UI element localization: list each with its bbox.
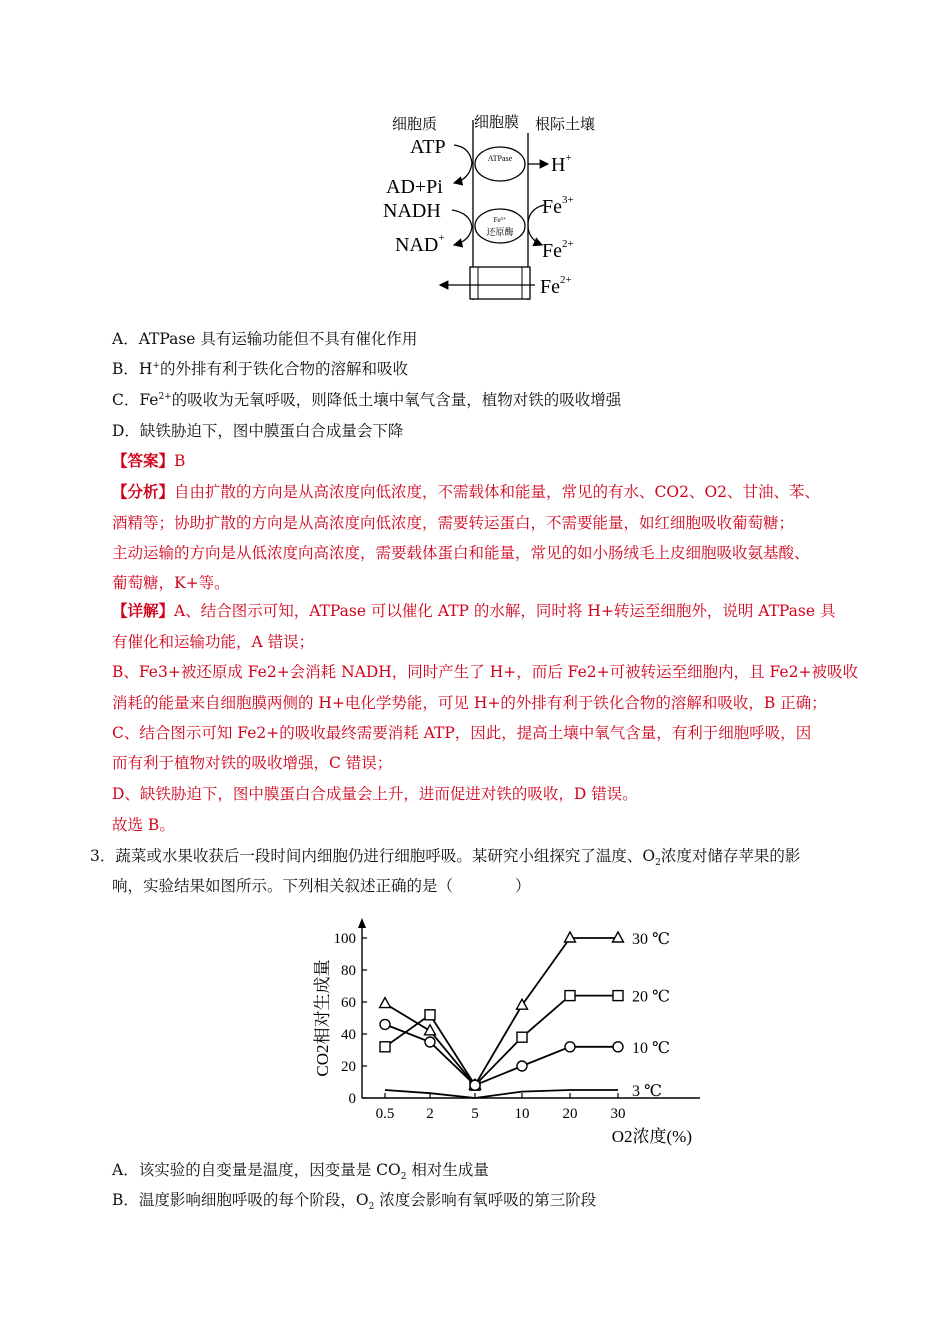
co2-line-chart [300,918,700,1148]
q3-stem-line-1: 3．蔬菜或水果收获后一段时间内细胞仍进行细胞呼吸。某研究小组探究了温度、$O_2$浓度对储存苹果的影 [90,847,801,869]
detail-line-6: 而有利于植物对铁的吸收增强，C 错误； [112,754,393,772]
analysis-line-1: 【分析】自由扩散的方向是从高浓度向低浓度，不需载体和能量，常见的有水、CO2、O2、甘油、苯、 [112,482,821,501]
detail-line-7: D、缺铁胁迫下，图中膜蛋白合成量会上升，进而促进对铁的吸收，D 错误。 [112,785,638,803]
enzyme-label-bottom: 还原酶 [486,227,514,237]
y-axis-arrow [358,918,366,928]
answer-line: 【答案】B [112,451,186,470]
fe3-label: $Fe^{3+}$ [542,194,574,218]
atp-hydrolysis-arrow [454,145,472,183]
nadh-label: NADH [383,200,441,222]
atp-label: ATP [410,136,446,158]
fe3-reductase-protein [475,209,525,243]
detail-line-5: C、结合图示可知 Fe2+的吸收最终需要消耗 ATP，因此，提高土壤中氧气含量，有利于细胞呼吸，因 [112,724,812,742]
membrane-transport-diagram [370,105,620,305]
detail-line-3: B、Fe3+被还原成 Fe2+会消耗 NADH，同时产生了 H+，而后 Fe2+可被转运至细胞内，且 Fe2+被吸收 [112,663,858,681]
series-line [385,1090,618,1098]
x-tick-label: 5 [471,1106,479,1122]
fe2-label: $Fe^{2+}$ [542,238,574,262]
analysis-line-3: 主动运输的方向是从低浓度向高浓度，需要载体蛋白和能量，常见的如小肠绒毛上皮细胞吸收氨基酸、 [112,544,810,562]
y-tick-label: 60 [341,995,356,1011]
data-point-circle [613,1042,623,1052]
q2-option-c: C．$Fe^{2+}$的吸收为无氧呼吸，则降低土壤中氧气含量，植物对铁的吸收增强 [112,391,622,409]
x-tick-label: 0.5 [375,1106,395,1122]
series-line [385,938,618,1085]
nadh-oxidation-arrow [452,210,472,245]
data-point-circle [425,1037,435,1047]
detail-line-1: 【详解】A、结合图示可知，ATPase 可以催化 ATP 的水解，同时将 H+转运至细胞外，说明 ATPase 具 [112,601,836,620]
x-axis-label: O2浓度(%) [611,1127,692,1146]
adp-pi-label: AD+Pi [386,176,443,198]
y-tick-label: 20 [341,1059,356,1075]
fe2-soil-label: $Fe^{2+}$ [540,274,572,298]
data-point-triangle [565,932,576,942]
enzyme-label-top: Fe³⁺ [493,216,507,224]
data-point-circle [565,1042,575,1052]
data-point-square [565,991,575,1001]
data-point-square [517,1032,527,1042]
q2-option-d: D．缺铁胁迫下，图中膜蛋白合成量会下降 [112,422,404,440]
h-ion-label: H+ [551,152,572,176]
data-point-triangle [425,1025,436,1035]
atpase-label: ATPase [487,154,513,163]
detail-line-4: 消耗的能量来自细胞膜两侧的 H+电化学势能，可见 H+的外排有利于铁化合物的溶解和吸收，B 正确； [112,694,827,712]
series-line [385,1024,618,1085]
data-point-circle [470,1080,480,1090]
conclusion-line: 故选 B。 [112,816,175,834]
soil-label: 根际土壤 [535,117,596,133]
y-tick-label: 0 [348,1091,356,1107]
data-point-square [380,1042,390,1052]
x-tick-label: 30 [610,1106,626,1122]
analysis-line-4: 葡萄糖，K+等。 [112,574,230,592]
x-tick-label: 2 [426,1106,434,1122]
data-point-triangle [613,932,624,942]
q3-option-b: B．温度影响细胞呼吸的每个阶段，$O_2$ 浓度会影响有氧呼吸的第三阶段 [112,1191,597,1213]
data-point-circle [380,1019,390,1029]
detail-line-2: 有催化和运输功能，A 错误； [112,633,315,651]
series-label: 30 ℃ [632,931,670,948]
y-tick-label: 100 [333,931,356,947]
y-axis-label: CO2相对生成量 [313,959,332,1077]
y-tick-label: 40 [341,1027,356,1043]
q3-stem-line-2: 响，实验结果如图所示。下列相关叙述正确的是（ ） [112,877,531,895]
analysis-line-2: 酒精等；协助扩散的方向是从高浓度向低浓度，需要转运蛋白，不需要能量，如红细胞吸收葡萄糖； [112,514,795,532]
nad-label: NAD+ [395,232,445,256]
x-tick-label: 20 [562,1106,578,1122]
atpase-protein [475,147,525,181]
series-label: 10 ℃ [632,1039,670,1057]
data-point-circle [517,1061,527,1071]
q3-option-a: A．该实验的自变量是温度，因变量是 $CO_2$ 相对生成量 [112,1161,489,1183]
q2-option-b: B．H+的外排有利于铁化合物的溶解和吸收 [112,360,408,378]
series-label: 3 ℃ [632,1083,662,1100]
series-label: 20 ℃ [632,988,670,1006]
data-point-square [613,991,623,1001]
x-tick-label: 10 [514,1106,530,1122]
data-point-triangle [380,998,391,1008]
data-point-square [425,1010,435,1020]
fe2-transporter [470,267,530,299]
q2-option-a: A．ATPase 具有运输功能但不具有催化作用 [112,330,418,348]
membrane-label: 细胞膜 [474,115,520,131]
cytoplasm-label: 细胞质 [392,117,438,133]
y-tick-label: 80 [341,963,356,979]
